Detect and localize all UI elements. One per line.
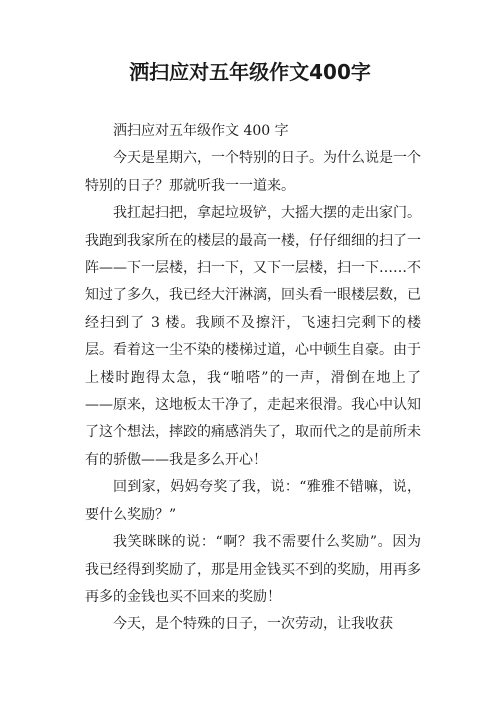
- paragraph: 今天是星期六，一个特别的日子。为什么说是一个特别的日子？那就听我一一道来。: [85, 150, 421, 194]
- essay-body: [85, 118, 421, 639]
- paragraph-subtitle: 洒扫应对五年级作文 400 字: [113, 123, 289, 139]
- paragraph: 我笑眯眯的说：“啊？我不需要什么奖励”。因为我已经得到奖励了，那是用金钱买不到的奖励，用再多再多的金钱也买不回来的奖励！: [85, 534, 421, 605]
- paragraph: 我扛起扫把，拿起垃圾铲，大摇大摆的走出家门。我跑到我家所在的楼层的最高一楼，仔仔细细的扫了一阵——下一层楼，扫一下，又下一层楼，扫一下……不知过了多久，我已经大汗淋漓，回头看一眼楼层数，已经扫到了 3 楼。我顾不及擦汗，飞速扫完剩下的楼层。看着这一尘不染的楼梯过道，心中顿生自豪。由于上楼时跑得太急，我“啪嗒”的一声，滑倒在地上了——原来，这地板太干净了，走起来很滑。我心中认知了这个想法，摔跤的痛感消失了，取而代之的是前所未有的骄傲——我是多么开心！: [85, 205, 421, 468]
- paragraph: 回到家，妈妈夸奖了我，说：“雅雅不错嘛，说，要什么奖励？”: [85, 479, 421, 523]
- paragraph: 今天，是个特殊的日子，一次劳动，让我收获: [113, 616, 393, 633]
- page-title: 洒扫应对五年级作文400字: [129, 60, 371, 84]
